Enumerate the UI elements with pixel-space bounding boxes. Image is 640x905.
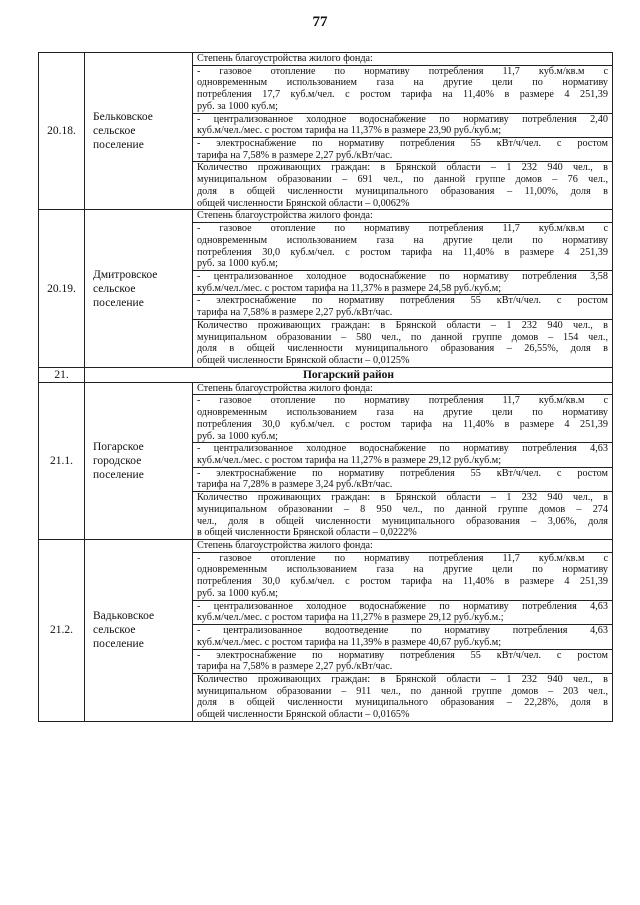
settlement-name-line: поселение <box>93 638 144 651</box>
description-line: руб. за 1000 куб.м; <box>197 430 278 442</box>
row-number: 20.19. <box>39 210 85 367</box>
description-line: доля в общей численности муниципального образования – 11,00%, доля в <box>197 185 608 197</box>
section-row <box>39 367 613 382</box>
description-line: тарифа на 7,28% в размере 3,24 руб./кВт/час. <box>197 479 393 491</box>
description-line: Количество проживающих граждан: в Брянской области – 1 232 940 чел., в <box>197 673 608 685</box>
description-line: - централизованное водоотведение по нормативу потребления 4,63 <box>197 625 608 637</box>
description-line: одновременным использованием газа на другие цели по нормативу <box>197 234 608 246</box>
description-block <box>197 53 608 65</box>
description-line: - централизованное холодное водоснабжение по нормативу потребления 4,63 <box>197 443 608 455</box>
description-line: куб.м/чел./мес. с ростом тарифа на 11,37% в размере 23,90 руб./куб.м; <box>197 125 502 137</box>
description-line: Степень благоустройства жилого фонда: <box>197 540 373 552</box>
description-line: общей численности Брянской области – 0,0062% <box>197 197 410 209</box>
settlement-name-line: городское <box>93 454 142 467</box>
description-line: - электроснабжение по нормативу потребления 55 кВт/ч/чел. с ростом <box>197 295 608 307</box>
settlement-name <box>85 53 193 210</box>
settlement-name-line: сельское <box>93 282 136 295</box>
table-row <box>39 53 613 210</box>
description-block <box>193 65 612 113</box>
description-block <box>193 270 612 294</box>
description-block <box>197 540 608 552</box>
description-line: потребления 30,0 куб.м/чел. с ростом тарифа на 11,40% в размере 4 251,39 <box>197 246 608 258</box>
row-description <box>193 53 613 210</box>
table-row <box>39 382 613 539</box>
description-block <box>193 113 612 137</box>
description-block <box>193 467 612 491</box>
settlement-name-line: сельское <box>93 125 136 138</box>
section-number: 21. <box>39 367 85 382</box>
description-line: потребления 17,7 куб.м/чел. с ростом тарифа на 11,40% в размере 4 251,39 <box>197 89 608 101</box>
description-line: муниципальном образовании – 580 чел., по данной группе домов – 154 чел., <box>197 331 608 343</box>
description-line: - централизованное холодное водоснабжение по нормативу потребления 3,58 <box>197 270 608 282</box>
description-line: Количество проживающих граждан: в Брянской области – 1 232 940 чел., в <box>197 492 608 504</box>
description-block <box>193 442 612 466</box>
description-block <box>197 383 608 395</box>
description-block <box>193 294 612 318</box>
settlement-name-line: Вадьковское <box>93 610 155 623</box>
description-line: - газовое отопление по нормативу потребления 11,7 куб.м/кв.м с <box>197 395 608 407</box>
row-description <box>193 540 613 722</box>
description-line: доля в общей численности муниципального образования – 22,28%, доля в <box>197 697 608 709</box>
description-line: чел., доля в общей численности муниципального образования – 3,06%, доля <box>197 515 608 527</box>
description-line: потребления 30,0 куб.м/чел. с ростом тарифа на 11,40% в размере 4 251,39 <box>197 576 608 588</box>
description-line: руб. за 1000 куб.м; <box>197 100 278 112</box>
description-line: куб.м/чел./мес. с ростом тарифа на 11,37% в размере 24,58 руб./куб.м; <box>197 282 502 294</box>
settlement-name-line: Дмитровское <box>93 268 158 281</box>
description-line: руб. за 1000 куб.м; <box>197 587 278 599</box>
row-number: 21.1. <box>39 382 85 539</box>
description-line: в общей численности Брянской области – 0,0222% <box>197 527 417 539</box>
description-line: доля в общей численности муниципального образования – 26,55%, доля в <box>197 343 608 355</box>
page-number: 77 <box>312 14 328 30</box>
settlement-name <box>85 210 193 367</box>
description-line: - газовое отопление по нормативу потребления 11,7 куб.м/кв.м с <box>197 223 608 235</box>
tariff-table <box>38 52 613 722</box>
description-line: муниципальном образовании – 911 чел., по данной группе домов – 203 чел., <box>197 685 608 697</box>
description-line: - централизованное холодное водоснабжение по нормативу потребления 2,40 <box>197 113 608 125</box>
row-number: 20.18. <box>39 53 85 210</box>
description-line: одновременным использованием газа на другие цели по нормативу <box>197 407 608 419</box>
settlement-name-line: поселение <box>93 296 144 309</box>
description-line: Степень благоустройства жилого фонда: <box>197 210 373 222</box>
description-line: тарифа на 7,58% в размере 2,27 руб./кВт/час. <box>197 307 393 319</box>
row-description <box>193 210 613 367</box>
settlement-name-line: поселение <box>93 468 144 481</box>
description-line: Степень благоустройства жилого фонда: <box>197 53 373 64</box>
description-block <box>193 222 612 270</box>
description-line: - электроснабжение по нормативу потребления 55 кВт/ч/чел. с ростом <box>197 467 608 479</box>
settlement-name-line: сельское <box>93 624 136 637</box>
description-line: - электроснабжение по нормативу потребления 55 кВт/ч/чел. с ростом <box>197 138 608 150</box>
description-line: Степень благоустройства жилого фонда: <box>197 382 373 394</box>
description-line: потребления 30,0 куб.м/чел. с ростом тарифа на 11,40% в размере 4 251,39 <box>197 418 608 430</box>
row-description <box>193 382 613 539</box>
description-line: одновременным использованием газа на другие цели по нормативу <box>197 77 608 89</box>
description-block <box>193 319 612 367</box>
description-line: тарифа на 7,58% в размере 2,27 руб./кВт/час. <box>197 149 393 161</box>
description-line: руб. за 1000 куб.м; <box>197 258 278 270</box>
table-row <box>39 540 613 722</box>
description-block <box>193 649 612 673</box>
description-block <box>193 161 612 209</box>
description-line: куб.м/чел./мес. с ростом тарифа на 11,27% в размере 29,12 руб./куб.м; <box>197 455 502 466</box>
description-block <box>193 137 612 161</box>
description-block <box>193 673 612 721</box>
section-title: Погарский район <box>85 367 613 382</box>
description-line: Количество проживающих граждан: в Брянской области – 1 232 940 чел., в <box>197 319 608 331</box>
description-block <box>197 210 608 222</box>
description-block <box>193 394 612 442</box>
description-block <box>193 552 612 600</box>
description-line: муниципальном образовании – 691 чел., по данной группе домов – 76 чел., <box>197 174 608 186</box>
description-line: тарифа на 7,58% в размере 2,27 руб./кВт/час. <box>197 661 393 673</box>
settlement-name-line: поселение <box>93 139 144 152</box>
description-line: - электроснабжение по нормативу потребления 55 кВт/ч/чел. с ростом <box>197 649 608 661</box>
row-number: 21.2. <box>39 540 85 722</box>
description-line: общей численности Брянской области – 0,0165% <box>197 709 410 721</box>
settlement-name-line: Погарское <box>93 440 144 453</box>
description-line: общей численности Брянской области – 0,0125% <box>197 354 410 366</box>
settlement-name-line: Бельковское <box>93 111 153 124</box>
description-line: - газовое отопление по нормативу потребления 11,7 куб.м/кв.м с <box>197 65 608 77</box>
settlement-name <box>85 382 193 539</box>
description-line: Количество проживающих граждан: в Брянской области – 1 232 940 чел., в <box>197 162 608 174</box>
description-line: куб.м/чел./мес. с ростом тарифа на 11,27% в размере 29,12 руб./куб.м.; <box>197 612 504 624</box>
description-line: - централизованное холодное водоснабжение по нормативу потребления 4,63 <box>197 600 608 612</box>
description-line: муниципальном образовании – 8 950 чел., по данной группе домов – 274 <box>197 503 608 515</box>
description-line: одновременным использованием газа на другие цели по нормативу <box>197 564 608 576</box>
description-block <box>193 491 612 539</box>
description-line: куб.м/чел./мес. с ростом тарифа на 11,39% в размере 40,67 руб./куб.м; <box>197 636 502 648</box>
description-block <box>193 600 612 624</box>
description-block <box>193 624 612 648</box>
table-row <box>39 210 613 367</box>
description-line: - газовое отопление по нормативу потребления 11,7 куб.м/кв.м с <box>197 552 608 564</box>
settlement-name <box>85 540 193 722</box>
